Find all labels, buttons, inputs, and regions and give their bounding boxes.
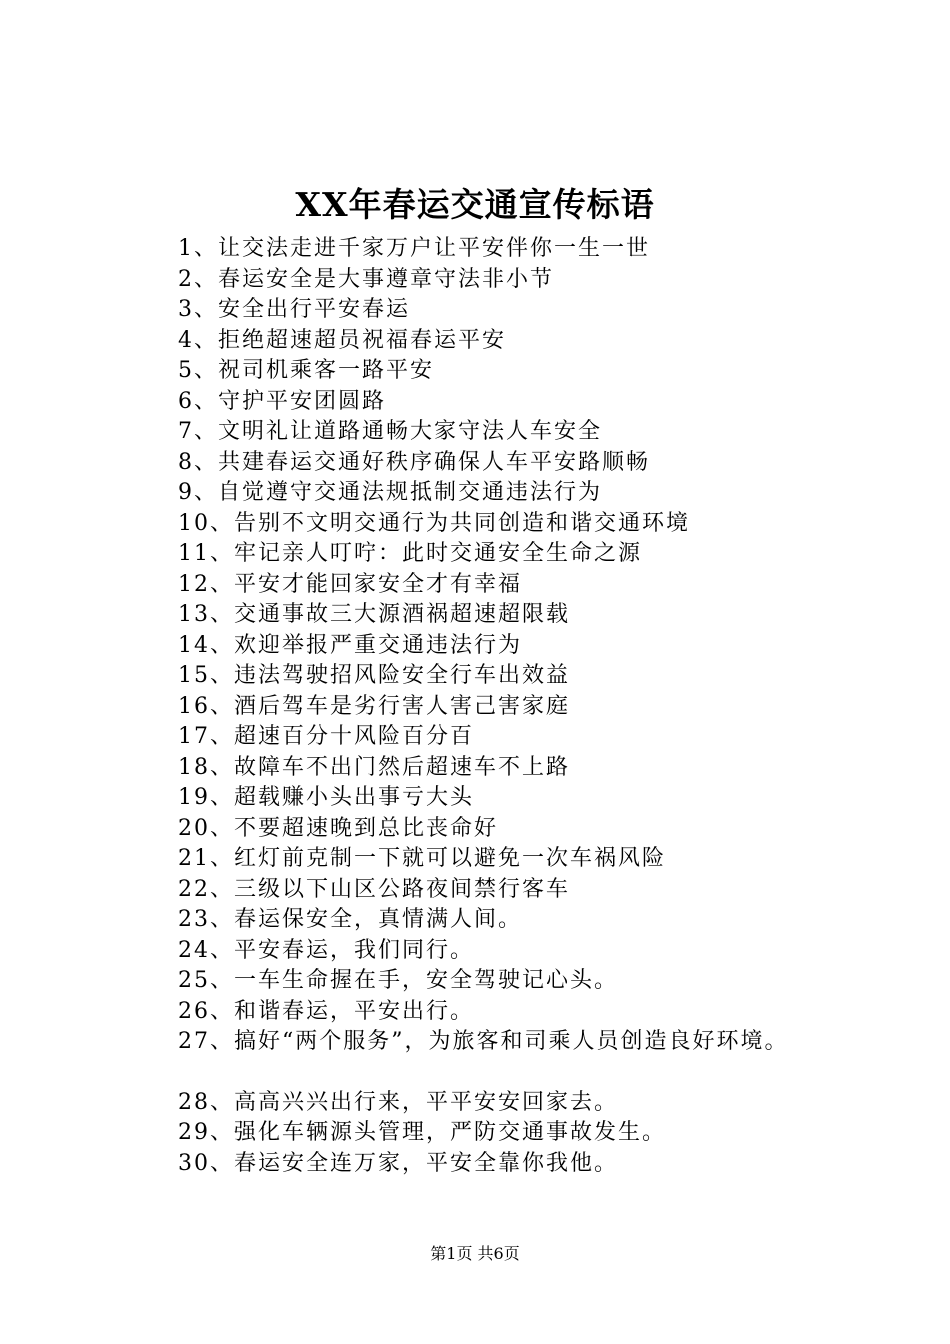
slogan-item: 26、和谐春运，平安出行。 [178,998,474,1024]
slogan-item: 14、欢迎举报严重交通违法行为 [178,632,522,658]
slogan-item: 10、告别不文明交通行为共同创造和谐交通环境 [178,510,690,536]
slogan-item: 30、春运安全连万家，平安全靠你我他。 [178,1150,618,1176]
slogan-item: 25、一车生命握在手，安全驾驶记心头。 [178,968,618,993]
slogan-item: 20、不要超速晚到总比丧命好 [178,815,498,841]
slogan-item: 19、超载赚小头出事亏大头 [178,785,474,810]
slogan-item: 21、红灯前克制一下就可以避免一次车祸风险 [178,846,666,871]
slogan-item: 22、三级以下山区公路夜间禁行客车 [178,876,570,902]
page-title: XX年春运交通宣传标语 [295,185,655,224]
slogan-item: 15、违法驾驶招风险安全行车出效益 [178,663,570,688]
page-footer: 第1页 共6页 [430,1244,520,1263]
slogan-item: 2、春运安全是大事遵章守法非小节 [178,266,554,292]
slogan-item: 9、自觉遵守交通法规抵制交通违法行为 [178,480,602,505]
slogan-item: 8、共建春运交通好秩序确保人车平安路顺畅 [178,449,650,475]
slogan-item: 7、文明礼让道路通畅大家守法人车安全 [178,419,602,444]
slogan-item: 24、平安春运，我们同行。 [178,937,474,963]
slogan-item: 29、强化车辆源头管理，严防交通事故发生。 [178,1120,666,1145]
slogan-list [178,234,789,1179]
slogan-item: 1、让交法走进千家万户让平安伴你一生一世 [178,236,650,261]
slogan-item: 27、搞好“两个服务”，为旅客和司乘人员创造良好环境。 [178,1029,789,1054]
slogan-item: 13、交通事故三大源酒祸超速超限载 [178,602,570,627]
slogan-item: 6、守护平安团圆路 [178,388,386,414]
slogan-item: 18、故障车不出门然后超速车不上路 [178,754,570,780]
slogan-item: 28、高高兴兴出行来，平平安安回家去。 [178,1089,618,1115]
slogan-item: 4、拒绝超速超员祝福春运平安 [178,327,506,353]
slogan-item: 12、平安才能回家安全才有幸福 [178,571,522,597]
slogan-item: 11、牢记亲人叮咛：此时交通安全生命之源 [178,541,642,566]
slogan-item: 5、祝司机乘客一路平安 [178,358,434,383]
slogan-item: 3、安全出行平安春运 [178,297,410,322]
slogan-item: 23、春运保安全，真情满人间。 [178,907,522,932]
slogan-item: 17、超速百分十风险百分百 [178,724,474,749]
slogan-item: 16、酒后驾车是劣行害人害己害家庭 [178,693,570,719]
